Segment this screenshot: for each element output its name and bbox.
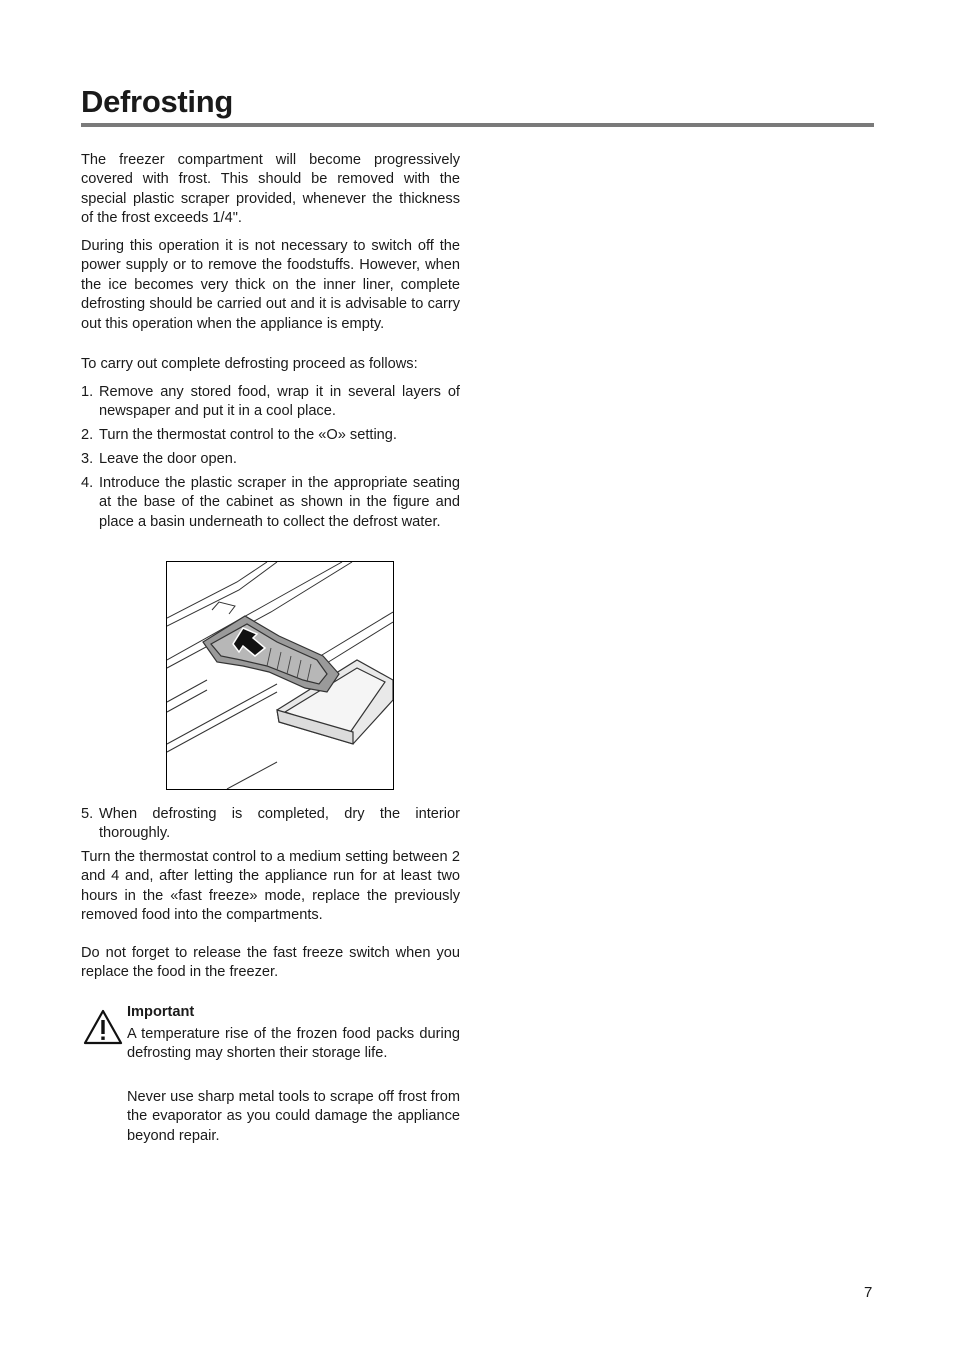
list-item: 1. Remove any stored food, wrap it in several layers of newspaper and put it in a cool place. xyxy=(81,384,460,420)
after-paragraph-1: Turn the thermostat control to a medium setting between 2 and 4 and, after letting the appliance run for at least two hours in the «fast freeze» mode, replace the previously removed food into the compartments. xyxy=(81,849,460,924)
list-item: 3. Leave the door open. xyxy=(81,451,237,467)
warning-triangle-icon xyxy=(83,1009,123,1045)
title-rule xyxy=(81,123,874,127)
important-heading: Important xyxy=(127,1004,195,1020)
list-item: 2. Turn the thermostat control to the «O» setting. xyxy=(81,427,397,443)
intro-paragraph-1: The freezer compartment will become progressively covered with frost. This should be removed with the special plastic scraper provided, whenever the thickness of the frost exceeds 1/4". xyxy=(81,152,460,227)
list-item: 4. Introduce the plastic scraper in the appropriate seating at the base of the cabinet as shown in the figure and place a basin underneath to collect the defrost water. xyxy=(81,475,460,530)
intro-paragraph-3: To carry out complete defrosting proceed as follows: xyxy=(81,356,418,372)
important-paragraph-1: A temperature rise of the frozen food packs during defrosting may shorten their storage life. xyxy=(127,1026,460,1062)
important-paragraph-2: Never use sharp metal tools to scrape off frost from the evaporator as you could damage the appliance beyond repair. xyxy=(127,1089,460,1144)
page-number: 7 xyxy=(864,1284,873,1301)
scraper-basin-illustration xyxy=(167,562,393,789)
page-title: Defrosting xyxy=(81,84,234,119)
intro-paragraph-2: During this operation it is not necessary to switch off the power supply or to remove the foodstuffs. However, when the ice becomes very thick on the inner liner, complete defrosting should be carried out and it is advisable to carry out this operation when the appliance is empty. xyxy=(81,238,460,332)
list-item: 5. When defrosting is completed, dry the interior thoroughly. xyxy=(81,806,460,842)
after-paragraph-2: Do not forget to release the fast freeze switch when you replace the food in the freezer. xyxy=(81,945,460,981)
scraper-figure xyxy=(166,561,394,790)
